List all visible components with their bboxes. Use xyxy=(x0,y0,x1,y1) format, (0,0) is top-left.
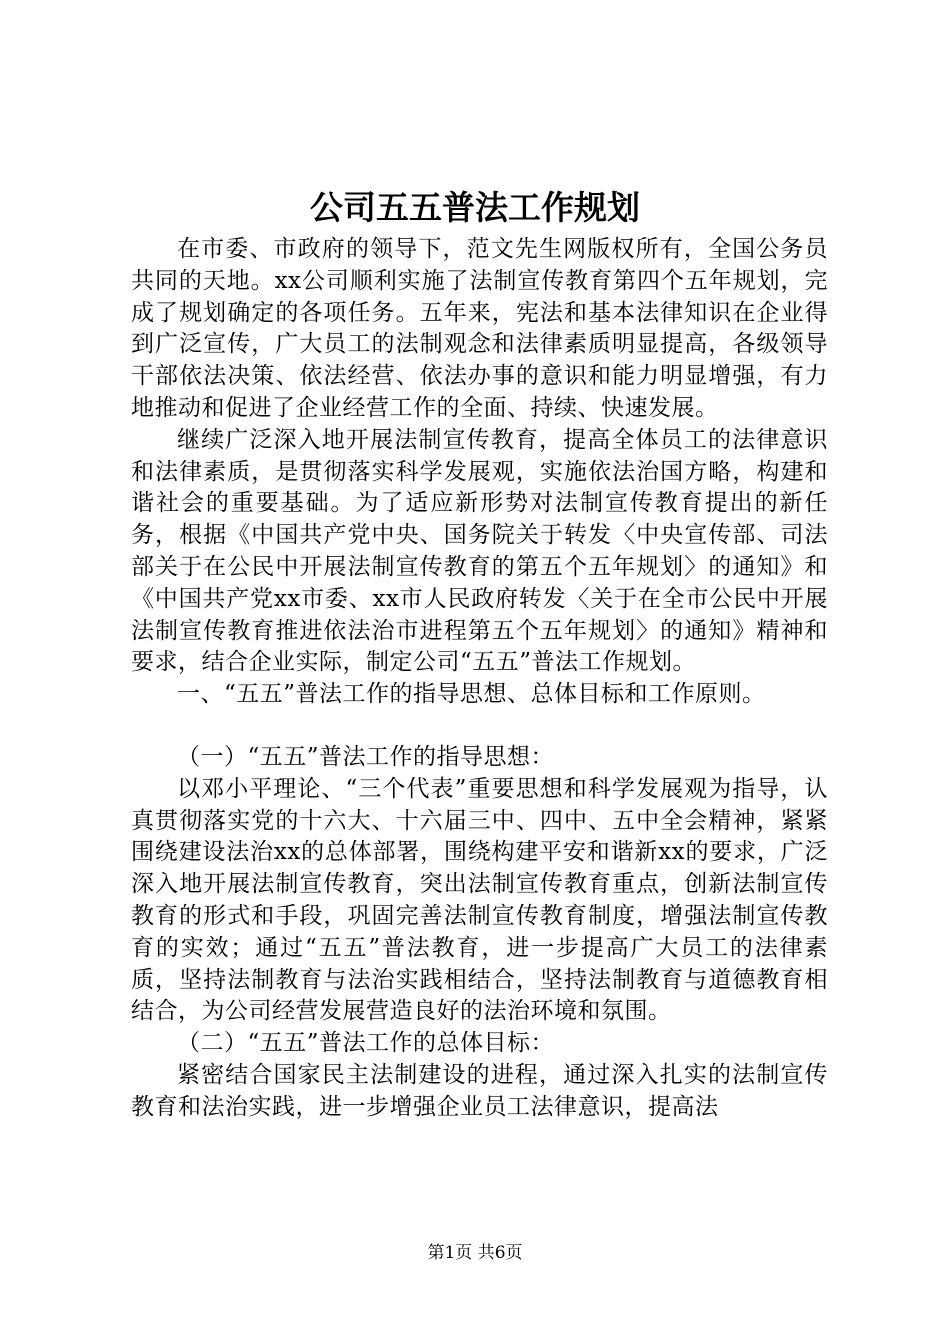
section-heading-1: 一、“五五”普法工作的指导思想、总体目标和工作原则。 xyxy=(177,681,766,708)
document-title: 公司五五普法工作规划 xyxy=(310,188,640,227)
paragraph-overall-goal: 紧密结合国家民主法制建设的进程，通过深入扎实的法制宣传教育和法治实践，进一步增强企业员工法律意识，提高法 xyxy=(131,1061,828,1120)
page-number-footer: 第1页 共6页 xyxy=(427,1243,523,1263)
paragraph-intro: 在市委、市政府的领导下，范文先生网版权所有，全国公务员共同的天地。xx公司顺利实施了法制宣传教育第四个五年规划，完成了规划确定的各项任务。五年来，宪法和基本法律知识在企业得到广泛宣传，广大员工的法制观念和法律素质明显提高，各级领导干部依法决策、依法经营、依法办事的意识和能力明显增强，有力地推动和促进了企业经营工作的全面、持续、快速发展。 xyxy=(131,236,828,421)
subsection-heading-overall-goal: （二）“五五”普法工作的总体目标： xyxy=(177,1030,555,1057)
document-body xyxy=(131,234,828,1124)
paragraph-background: 继续广泛深入地开展法制宣传教育，提高全体员工的法律意识和法律素质，是贯彻落实科学发展观，实施依法治国方略，构建和谐社会的重要基础。为了适应新形势对法制宣传教育提出的新任务，根据《中国共产党中央、国务院关于转发〈中央宣传部、司法部关于在公民中开展法制宣传教育的第五个五年规划〉的通知》和《中国共产党xx市委、xx市人民政府转发〈关于在全市公民中开展法制宣传教育推进依法治市进程第五个五年规划〉的通知》精神和要求，结合企业实际，制定公司“五五”普法工作规划。 xyxy=(131,426,828,676)
paragraph-guiding-thought: 以邓小平理论、“三个代表”重要思想和科学发展观为指导，认真贯彻落实党的十六大、十六届三中、四中、五中全会精神，紧紧围绕建设法治xx的总体部署，围绕构建平安和谐新xx的要求，广泛深入地开展法制宣传教育，突出法制宣传教育重点，创新法制宣传教育的形式和手段，巩固完善法制宣传教育制度，增强法制宣传教育的实效；通过“五五”普法教育，进一步提高广大员工的法律素质，坚持法制教育与法治实践相结合，坚持法制教育与道德教育相结合，为公司经营发展营造良好的法治环境和氛围。 xyxy=(131,775,828,1025)
subsection-heading-guiding-thought: （一）“五五”普法工作的指导思想： xyxy=(177,743,555,770)
